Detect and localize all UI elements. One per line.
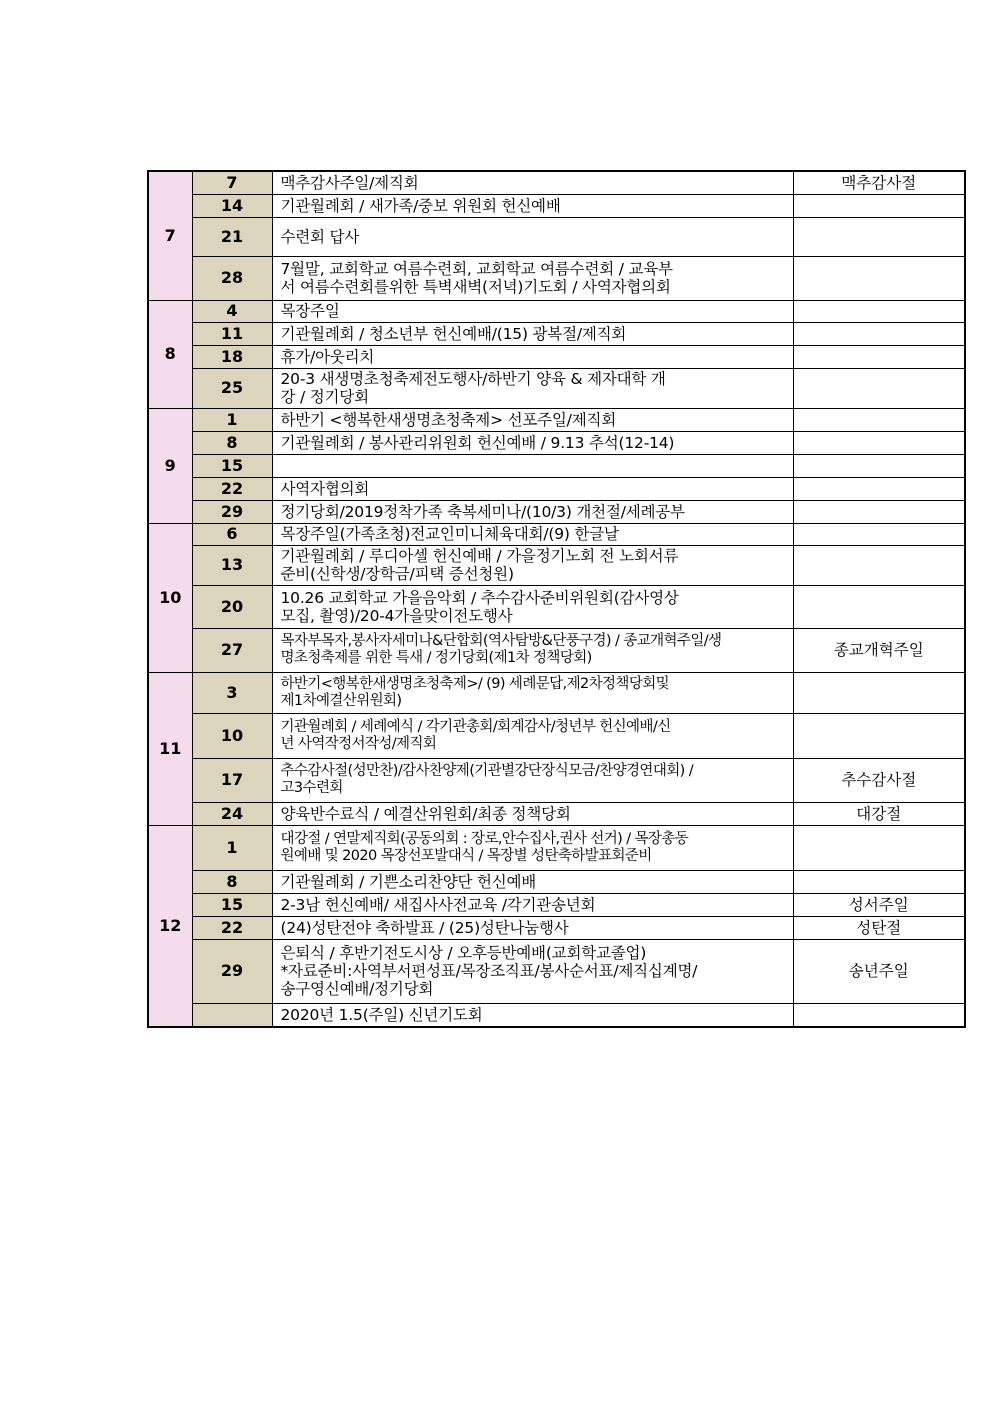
day-cell xyxy=(192,1003,272,1027)
note-cell: 성서주일 xyxy=(793,893,965,916)
note-cell xyxy=(793,477,965,500)
month-cell: 10 xyxy=(148,523,192,672)
event-line: 20-3 새생명초청축제전도행사/하반기 양육 & 제자대학 개 xyxy=(280,370,666,388)
event-cell xyxy=(272,1003,793,1027)
note-cell xyxy=(793,194,965,217)
month-cell: 12 xyxy=(148,825,192,1027)
table-row xyxy=(148,408,965,431)
event-line: 제1차예결산위원회) xyxy=(280,692,402,709)
table-row xyxy=(148,802,965,825)
event-line: 목자부목자,봉사자세미나&단합회(역사탐방&단풍구경) / 종교개혁주일/생 xyxy=(280,633,722,649)
event-cell xyxy=(272,916,793,939)
event-cell xyxy=(272,477,793,500)
event-cell xyxy=(272,300,793,322)
event-cell xyxy=(272,628,793,672)
event-line: 7월말, 교회학교 여름수련회, 교회학교 여름수련회 / 교육부 xyxy=(280,260,673,278)
day-cell: 17 xyxy=(192,758,272,802)
day-cell: 14 xyxy=(192,194,272,217)
event-line: 서 여름수련회를위한 특벽새벽(저녁)기도회 / 사역자협의회 xyxy=(280,278,671,296)
table-row xyxy=(148,477,965,500)
schedule-table xyxy=(147,170,966,1028)
event-cell xyxy=(272,585,793,628)
table-row xyxy=(148,300,965,322)
day-cell: 21 xyxy=(192,217,272,256)
day-cell: 6 xyxy=(192,523,272,545)
note-cell xyxy=(793,545,965,585)
event-line: 모집, 촬영)/20-4가을맞이전도행사 xyxy=(280,606,513,625)
note-cell xyxy=(793,454,965,477)
event-line: 2020년 1.5(주일) 신년기도회 xyxy=(280,1005,483,1024)
event-cell xyxy=(272,194,793,217)
event-cell xyxy=(272,217,793,256)
note-cell xyxy=(793,300,965,322)
event-line: 기관월례회 / 루디아셀 헌신예배 / 가을정기노회 전 노회서류 xyxy=(280,547,679,565)
day-cell: 22 xyxy=(192,916,272,939)
day-cell: 18 xyxy=(192,345,272,368)
note-cell: 성탄절 xyxy=(793,916,965,939)
day-cell: 15 xyxy=(192,454,272,477)
note-cell xyxy=(793,1003,965,1027)
day-cell: 20 xyxy=(192,585,272,628)
event-line: 송구영신예배/정기당회 xyxy=(280,980,434,998)
table-row xyxy=(148,523,965,545)
day-cell: 11 xyxy=(192,322,272,345)
table-row xyxy=(148,194,965,217)
day-cell: 1 xyxy=(192,825,272,870)
event-line: 10.26 교회학교 가을음악회 / 추수감사준비위원회(감사영상 xyxy=(280,588,679,607)
table-row xyxy=(148,893,965,916)
note-cell xyxy=(793,368,965,408)
event-cell xyxy=(272,408,793,431)
note-cell xyxy=(793,256,965,300)
event-line: 기관월례회 / 새가족/중보 위원회 헌신예배 xyxy=(280,196,561,215)
day-cell: 10 xyxy=(192,713,272,758)
event-line: 기관월례회 / 기쁜소리찬양단 헌신예배 xyxy=(280,872,537,891)
note-cell xyxy=(793,585,965,628)
event-line: 수련회 답사 xyxy=(280,227,360,246)
note-cell xyxy=(793,523,965,545)
table-row xyxy=(148,713,965,758)
day-cell: 27 xyxy=(192,628,272,672)
event-cell xyxy=(272,171,793,194)
event-cell xyxy=(272,825,793,870)
event-line: 하반기 <행복한새생명초청축제> 선포주일/제직회 xyxy=(280,410,617,429)
event-line: 강 / 정기당회 xyxy=(280,388,369,406)
table-row xyxy=(148,758,965,802)
event-cell xyxy=(272,454,793,477)
note-cell: 맥추감사절 xyxy=(793,171,965,194)
event-cell xyxy=(272,713,793,758)
event-line: 목장주일 xyxy=(280,302,340,320)
day-cell: 28 xyxy=(192,256,272,300)
table-row xyxy=(148,256,965,300)
event-cell xyxy=(272,758,793,802)
event-line: 2-3남 헌신예배/ 새집사사전교육 /각기관송년회 xyxy=(280,895,596,914)
note-cell xyxy=(793,322,965,345)
event-line: 원예배 및 2020 목장선포발대식 / 목장별 성탄축하발표회준비 xyxy=(280,847,652,864)
table-row xyxy=(148,1003,965,1027)
event-line: 목장주일(가족초청)전교인미니체육대회/(9) 한글날 xyxy=(280,525,619,543)
event-line: 기관월례회 / 세례예식 / 각기관총회/회계감사/청년부 헌신예배/신 xyxy=(280,718,671,735)
event-line: 양육반수료식 / 예결산위원회/최종 정책당회 xyxy=(280,804,571,823)
day-cell: 1 xyxy=(192,408,272,431)
note-cell xyxy=(793,713,965,758)
note-cell xyxy=(793,870,965,893)
note-cell: 송년주일 xyxy=(793,939,965,1003)
event-cell xyxy=(272,345,793,368)
event-cell xyxy=(272,939,793,1003)
month-cell: 8 xyxy=(148,300,192,408)
event-cell xyxy=(272,523,793,545)
table-row xyxy=(148,916,965,939)
note-cell: 추수감사절 xyxy=(793,758,965,802)
table-row xyxy=(148,431,965,454)
month-cell: 9 xyxy=(148,408,192,523)
event-line: 기관월례회 / 청소년부 헌신예배/(15) 광복절/제직회 xyxy=(280,324,627,343)
table-row xyxy=(148,628,965,672)
event-cell xyxy=(272,870,793,893)
event-line: 기관월례회 / 봉사관리위원회 헌신예배 / 9.13 추석(12-14) xyxy=(280,433,675,452)
day-cell: 13 xyxy=(192,545,272,585)
day-cell: 3 xyxy=(192,672,272,713)
event-line: 정기당회/2019정착가족 축복세미나/(10/3) 개천절/세례공부 xyxy=(280,502,685,521)
event-cell xyxy=(272,322,793,345)
day-cell: 8 xyxy=(192,870,272,893)
note-cell xyxy=(793,345,965,368)
table-row xyxy=(148,870,965,893)
event-cell xyxy=(272,431,793,454)
table-row xyxy=(148,345,965,368)
note-cell xyxy=(793,217,965,256)
event-line: *자료준비:사역부서편성표/목장조직표/봉사순서표/제직십계명/ xyxy=(280,962,698,980)
table-row xyxy=(148,500,965,523)
day-cell: 15 xyxy=(192,893,272,916)
month-cell: 11 xyxy=(148,672,192,825)
event-line: 대강절 / 연말제직회(공동의회 : 장로,안수집사,권사 선거) / 목장총동 xyxy=(280,830,689,847)
note-cell: 대강절 xyxy=(793,802,965,825)
event-cell xyxy=(272,893,793,916)
note-cell xyxy=(793,825,965,870)
event-cell xyxy=(272,545,793,585)
day-cell: 4 xyxy=(192,300,272,322)
event-line: 명초청축제를 위한 특새 / 정기당회(제1차 정책당회) xyxy=(280,650,592,666)
day-cell: 24 xyxy=(192,802,272,825)
table-row xyxy=(148,217,965,256)
table-row xyxy=(148,825,965,870)
day-cell: 29 xyxy=(192,500,272,523)
table-row xyxy=(148,171,965,194)
table-row xyxy=(148,368,965,408)
event-line: 고3수련회 xyxy=(280,780,343,796)
event-line: 맥추감사주일/제직회 xyxy=(280,173,419,192)
table-row xyxy=(148,585,965,628)
day-cell: 8 xyxy=(192,431,272,454)
day-cell: 7 xyxy=(192,171,272,194)
event-line: 휴가/아웃리치 xyxy=(280,347,375,366)
table-row xyxy=(148,939,965,1003)
table-row xyxy=(148,545,965,585)
table-row xyxy=(148,322,965,345)
day-cell: 29 xyxy=(192,939,272,1003)
event-line: (24)성탄전야 축하발표 / (25)성탄나눔행사 xyxy=(280,918,569,937)
note-cell: 종교개혁주일 xyxy=(793,628,965,672)
month-cell: 7 xyxy=(148,171,192,300)
table-row xyxy=(148,672,965,713)
event-cell xyxy=(272,256,793,300)
event-cell xyxy=(272,802,793,825)
note-cell xyxy=(793,408,965,431)
event-cell xyxy=(272,672,793,713)
event-cell xyxy=(272,500,793,523)
event-line: 추수감사절(성만찬)/감사찬양제(기관별강단장식모금/찬양경연대회) / xyxy=(280,763,693,779)
day-cell: 22 xyxy=(192,477,272,500)
event-cell xyxy=(272,368,793,408)
event-line: 준비(신학생/장학금/피택 증선청원) xyxy=(280,565,514,583)
event-line: 하반기<행복한새생명초청축제>/ (9) 세례문답,제2차정책당회및 xyxy=(280,675,670,692)
note-cell xyxy=(793,431,965,454)
note-cell xyxy=(793,500,965,523)
event-line: 은퇴식 / 후반기전도시상 / 오후등반예배(교회학교졸업) xyxy=(280,944,647,962)
schedule-body xyxy=(148,171,965,1027)
day-cell: 25 xyxy=(192,368,272,408)
table-row xyxy=(148,454,965,477)
note-cell xyxy=(793,672,965,713)
event-line: 년 사역작정서작성/제직회 xyxy=(280,735,437,752)
event-line: 사역자협의회 xyxy=(280,479,370,498)
